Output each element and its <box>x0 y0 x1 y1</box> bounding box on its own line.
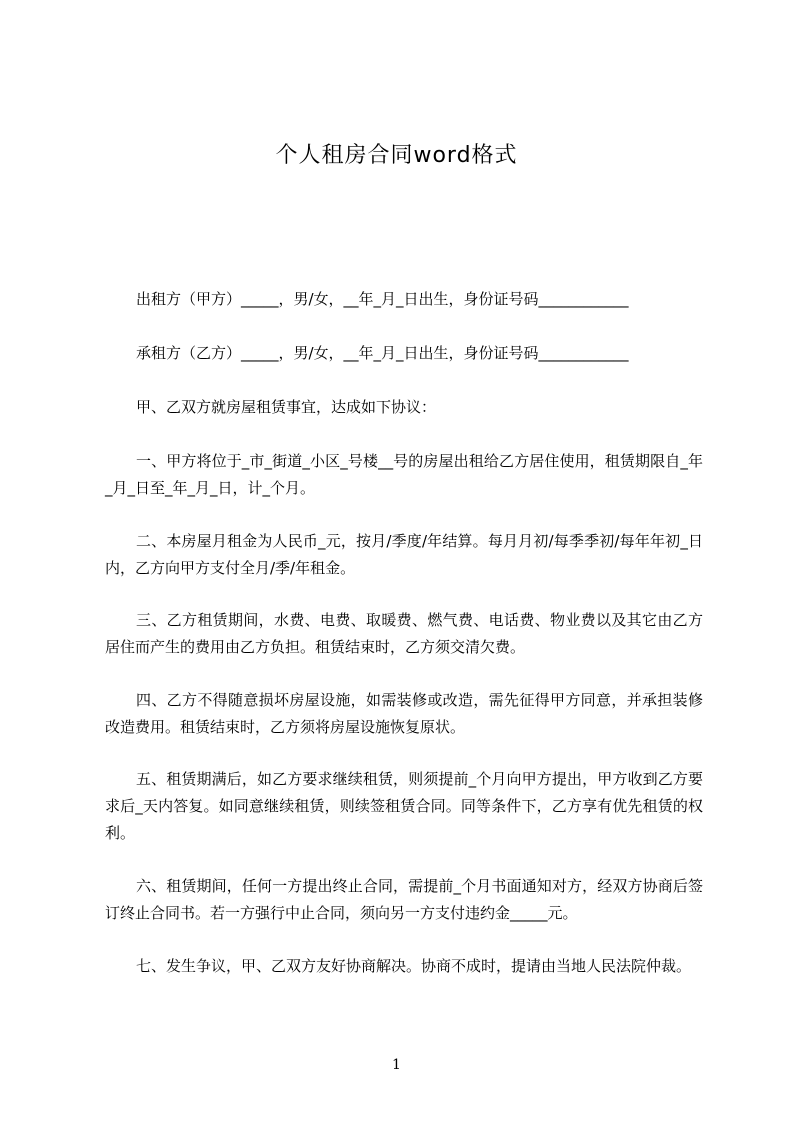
clause-3: 三、乙方租赁期间，水费、电费、取暖费、燃气费、电话费、物业费以及其它由乙方居住而产生的费用由乙方负担。租赁结束时，乙方须交清欠费。 <box>105 611 703 656</box>
document-title: 个人租房合同word格式 <box>275 143 518 168</box>
agreement-intro: 甲、乙双方就房屋租赁事宜，达成如下协议： <box>136 398 437 416</box>
clause-4: 四、乙方不得随意损坏房屋设施，如需装修或改造，需先征得甲方同意，并承担装修改造费用。租赁结束时，乙方须将房屋设施恢复原状。 <box>105 691 703 736</box>
clause-1: 一、甲方将位于_市_街道_小区_号楼__号的房屋出租给乙方居住使用，租赁期限自_年_月_日至_年_月_日，计_个月。 <box>105 452 703 497</box>
party-b-line: 承租方（乙方）_____，男/女，__年_月_日出生，身份证号码____________ <box>136 344 629 362</box>
clause-5: 五、租赁期满后，如乙方要求继续租赁，则须提前_个月向甲方提出，甲方收到乙方要求后_天内答复。如同意继续租赁，则续签租赁合同。同等条件下，乙方享有优先租赁的权利。 <box>105 770 703 842</box>
page-number: 1 <box>392 1057 401 1073</box>
party-a-line: 出租方（甲方）_____，男/女，__年_月_日出生，身份证号码____________ <box>136 290 629 308</box>
clause-6: 六、租赁期间，任何一方提出终止合同，需提前_个月书面通知对方，经双方协商后签订终止合同书。若一方强行中止合同，须向另一方支付违约金_____元。 <box>105 877 703 922</box>
clause-2: 二、本房屋月租金为人民币_元，按月/季度/年结算。每月月初/每季季初/每年年初_日内，乙方向甲方支付全月/季/年租金。 <box>105 532 703 577</box>
clause-7: 七、发生争议，甲、乙双方友好协商解决。协商不成时，提请由当地人民法院仲裁。 <box>136 957 692 975</box>
